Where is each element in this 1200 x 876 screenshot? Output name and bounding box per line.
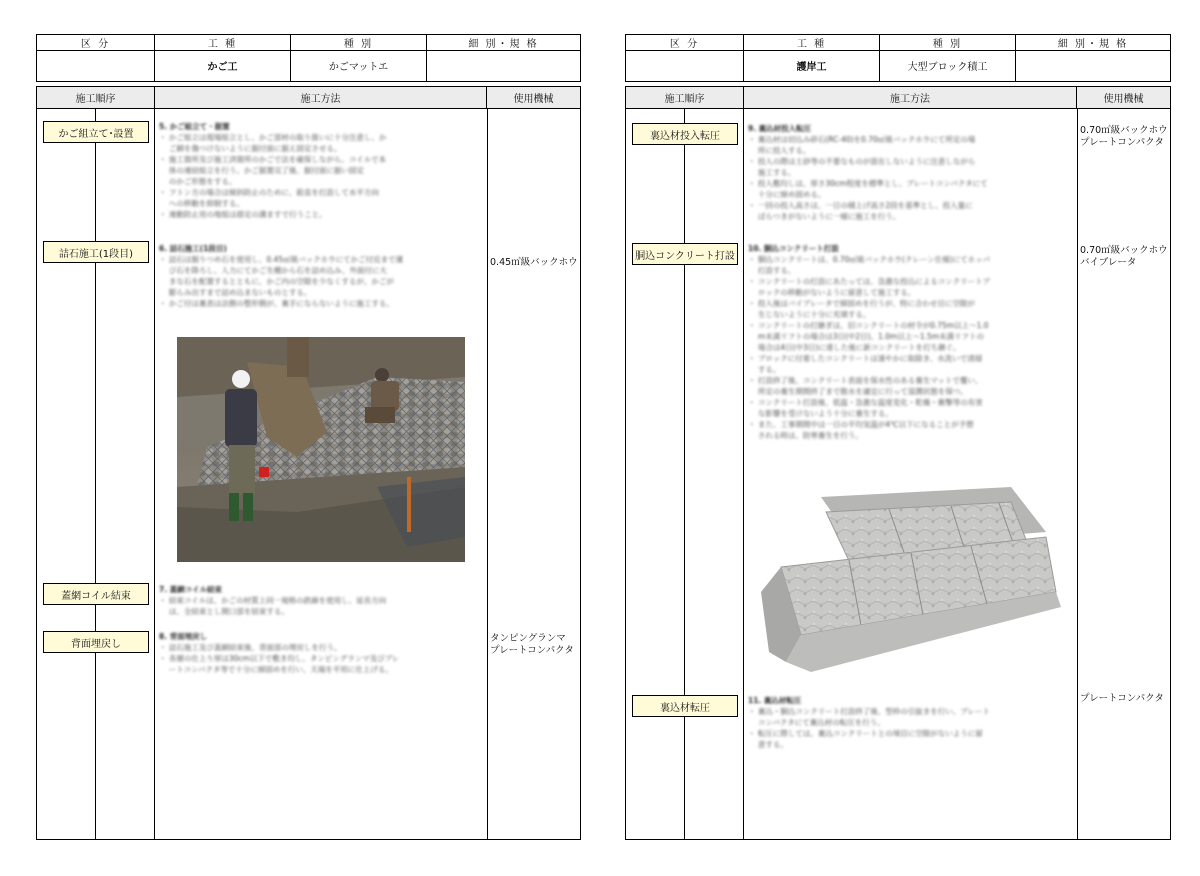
col-koushu: 工 種 [744,35,880,50]
flow-line [684,109,685,839]
col-saibetsu: 細 別・規 格 [1057,39,1129,50]
val-koushu: かご工 [155,50,291,81]
col-koushu: 工 種 [155,35,291,50]
step-cage-assembly: かご組立て･設置 [43,121,149,143]
th-machine: 使用機械 [1077,87,1170,109]
val-shubetsu: 大型ブロック積工 [880,50,1016,81]
right-header-table [625,34,1171,82]
method-block-1: 5. かご組立て・据置 ・ かご組立は現場組立とし、かご部材の取り扱いに十分注意し、か ご網を傷つけないように据付面に据え固定させる。 ・ 施工箇所及び施工済箇所のかごで法を確保しながら、コイルで本 体の連結組立を行う。かご据置完了後、据付面に据い固定 のかご形態をする。 ・ フトン方の場合は傾斜防止のために、鉛直を打設して水平方向 への移動を抑制する。 ・ 連動防止用の地組は措定の溝ますで行うこと。 [159,122,387,219]
th-order: 施工順序 [37,87,155,109]
col-kubun: 区 分 [626,35,744,50]
method-block-4: 8. 背面埋戻し ・ 詰石施工及び蓋網結束後、背面部の埋戻しを行う。 ・ 各層の仕上り厚は30cm以下で敷き均し、タンピングランマ及びプレ ートコンパクタ等で十分に締固めを行い、天端を平坦に仕上げる。 [159,632,400,674]
val-kubun [626,50,744,81]
right-process-table [625,86,1171,840]
flow-line [95,109,96,839]
gabion-construction-photo [177,337,465,562]
machine-plate-compactor: プレートコンパクタ [1080,693,1164,704]
th-method: 施工方法 [155,87,487,109]
machine-backhoe-070-compactor: 0.70㎥級バックホウ プレートコンパクタ [1080,125,1168,148]
step-backfill-rolling: 裏込材転圧 [632,695,738,717]
step-backfill-compaction: 裏込材投入転圧 [632,123,738,145]
val-shubetsu: かごマットエ [291,50,427,81]
val-koushu: 護岸工 [744,50,880,81]
val-saibetsu [1016,50,1170,81]
step-concrete-placing: 胴込コンクリート打設 [632,243,738,265]
val-saibetsu [427,50,580,81]
method-block-10: 10. 胴込コンクリート打設 ・ 胴込コンクリートは、0.70㎥級バックホウ(クレーン仕様)にてホッパ 打設する。 ・ コンクリートの打設にあたっては、急激な投込によるコンクリートブ ロックの移動がないように留意して施工する。 ・ 投入後はバイブレータで締固めを行うが、特に合わせ目に空隙が 生じないように十分に充填する。 ・ コンクリートの打継ぎは、旧コンクリートの材令が0.75m以上～1.0 m未満リフトの場合は3日(中2日)、1.0m以上～1.5m未満リフトの 場合は4日(中3日)に達した後に新コンクリートを打ち継ぐ。 ・ ブロックに付着したコンクリートは速やかに取除き、水洗いで清掃 する。 ・ 打設終了後、コンクリート表面を保水性のある養生マットで覆い、 所定の養生期間終了まで散水を適宜に行って湿潤状態を保つ。 ・ コンクリート打設後、低温・急激な温度変化・乾燥・衝撃等の有害 な影響を受けないよう十分に養生する。 ・ また、工事期間中は一日の平均気温が4℃以下になることが予想 される時は、防寒養生を行う。 [748,244,991,440]
step-coil-binding: 蓋網コイル結束 [43,583,149,605]
col-shubetsu: 種 別 [880,35,1016,50]
th-method: 施工方法 [744,87,1077,109]
method-block-2: 6. 詰石施工(1段目) ・ 詰石は掘りつめ石を使用し、0.45㎥級バックホウにてかご付近まで運 び石を降ろし、人力にてかご生棚から石を詰め込み、外面付に大 きな石を配置するとともに、かご内の空隙を少なくするが、かごが 膨らみ出すまで詰め込まないものとする。 ・ かご付は裏表は法側の整形側が、裏手にならないように施工する。 [159,244,404,308]
concrete-block-photo [761,477,1061,677]
machine-backhoe-045: 0.45㎥級バックホウ [490,257,578,268]
left-process-table [36,86,581,840]
method-block-9: 9. 裏込材投入転圧 ・ 裏込材は切込み砕石(RC-40)を0.70㎥級バックホウにて所定の場 所に投入する。 ・ 投入の際は土砂等の不要なものが混在しないように注意しながら 施工する。 ・ 投入敷均しは、厚さ30cm程度を標準とし、プレートコンパクタにて 十分に締め固める。 ・ 一回の投入高さは、一日の積上げ高さ2段を基準とし、投入量に ばらつきがないように一様に施工を行う。 [748,124,988,221]
col-saibetsu: 細 別・規 格 [468,39,539,50]
th-machine: 使用機械 [487,87,580,109]
right-sheet [625,34,1171,840]
method-block-11: 11. 裏込材転圧 ・ 裏込・胴込コンクリート打設終了後、型枠の引抜きを行い、プレート コンパクタにて裏込材の転圧を行う。 ・ 転圧に際しては、裏込コンクリートとの境目に空隙がないように留 意する。 [748,696,990,749]
machine-backhoe-070-vibrator: 0.70㎥級バックホウ バイブレータ [1080,245,1168,268]
step-stone-filling: 詰石施工(1段目) [43,241,149,263]
method-block-3: 7. 蓋網コイル結束 ・ 結束コイルは、かごの材質上同一規格の鉄線を使用し、延長方向 は、全結束とし開口部を結束する。 [159,585,387,616]
machine-tamper-compactor: タンピングランマ プレートコンパクタ [490,633,574,656]
col-kubun: 区 分 [37,35,155,50]
left-sheet [36,34,581,840]
step-backfill: 背面埋戻し [43,631,149,653]
val-kubun [37,50,155,81]
left-header-table [36,34,581,82]
col-shubetsu: 種 別 [291,35,427,50]
th-order: 施工順序 [626,87,744,109]
